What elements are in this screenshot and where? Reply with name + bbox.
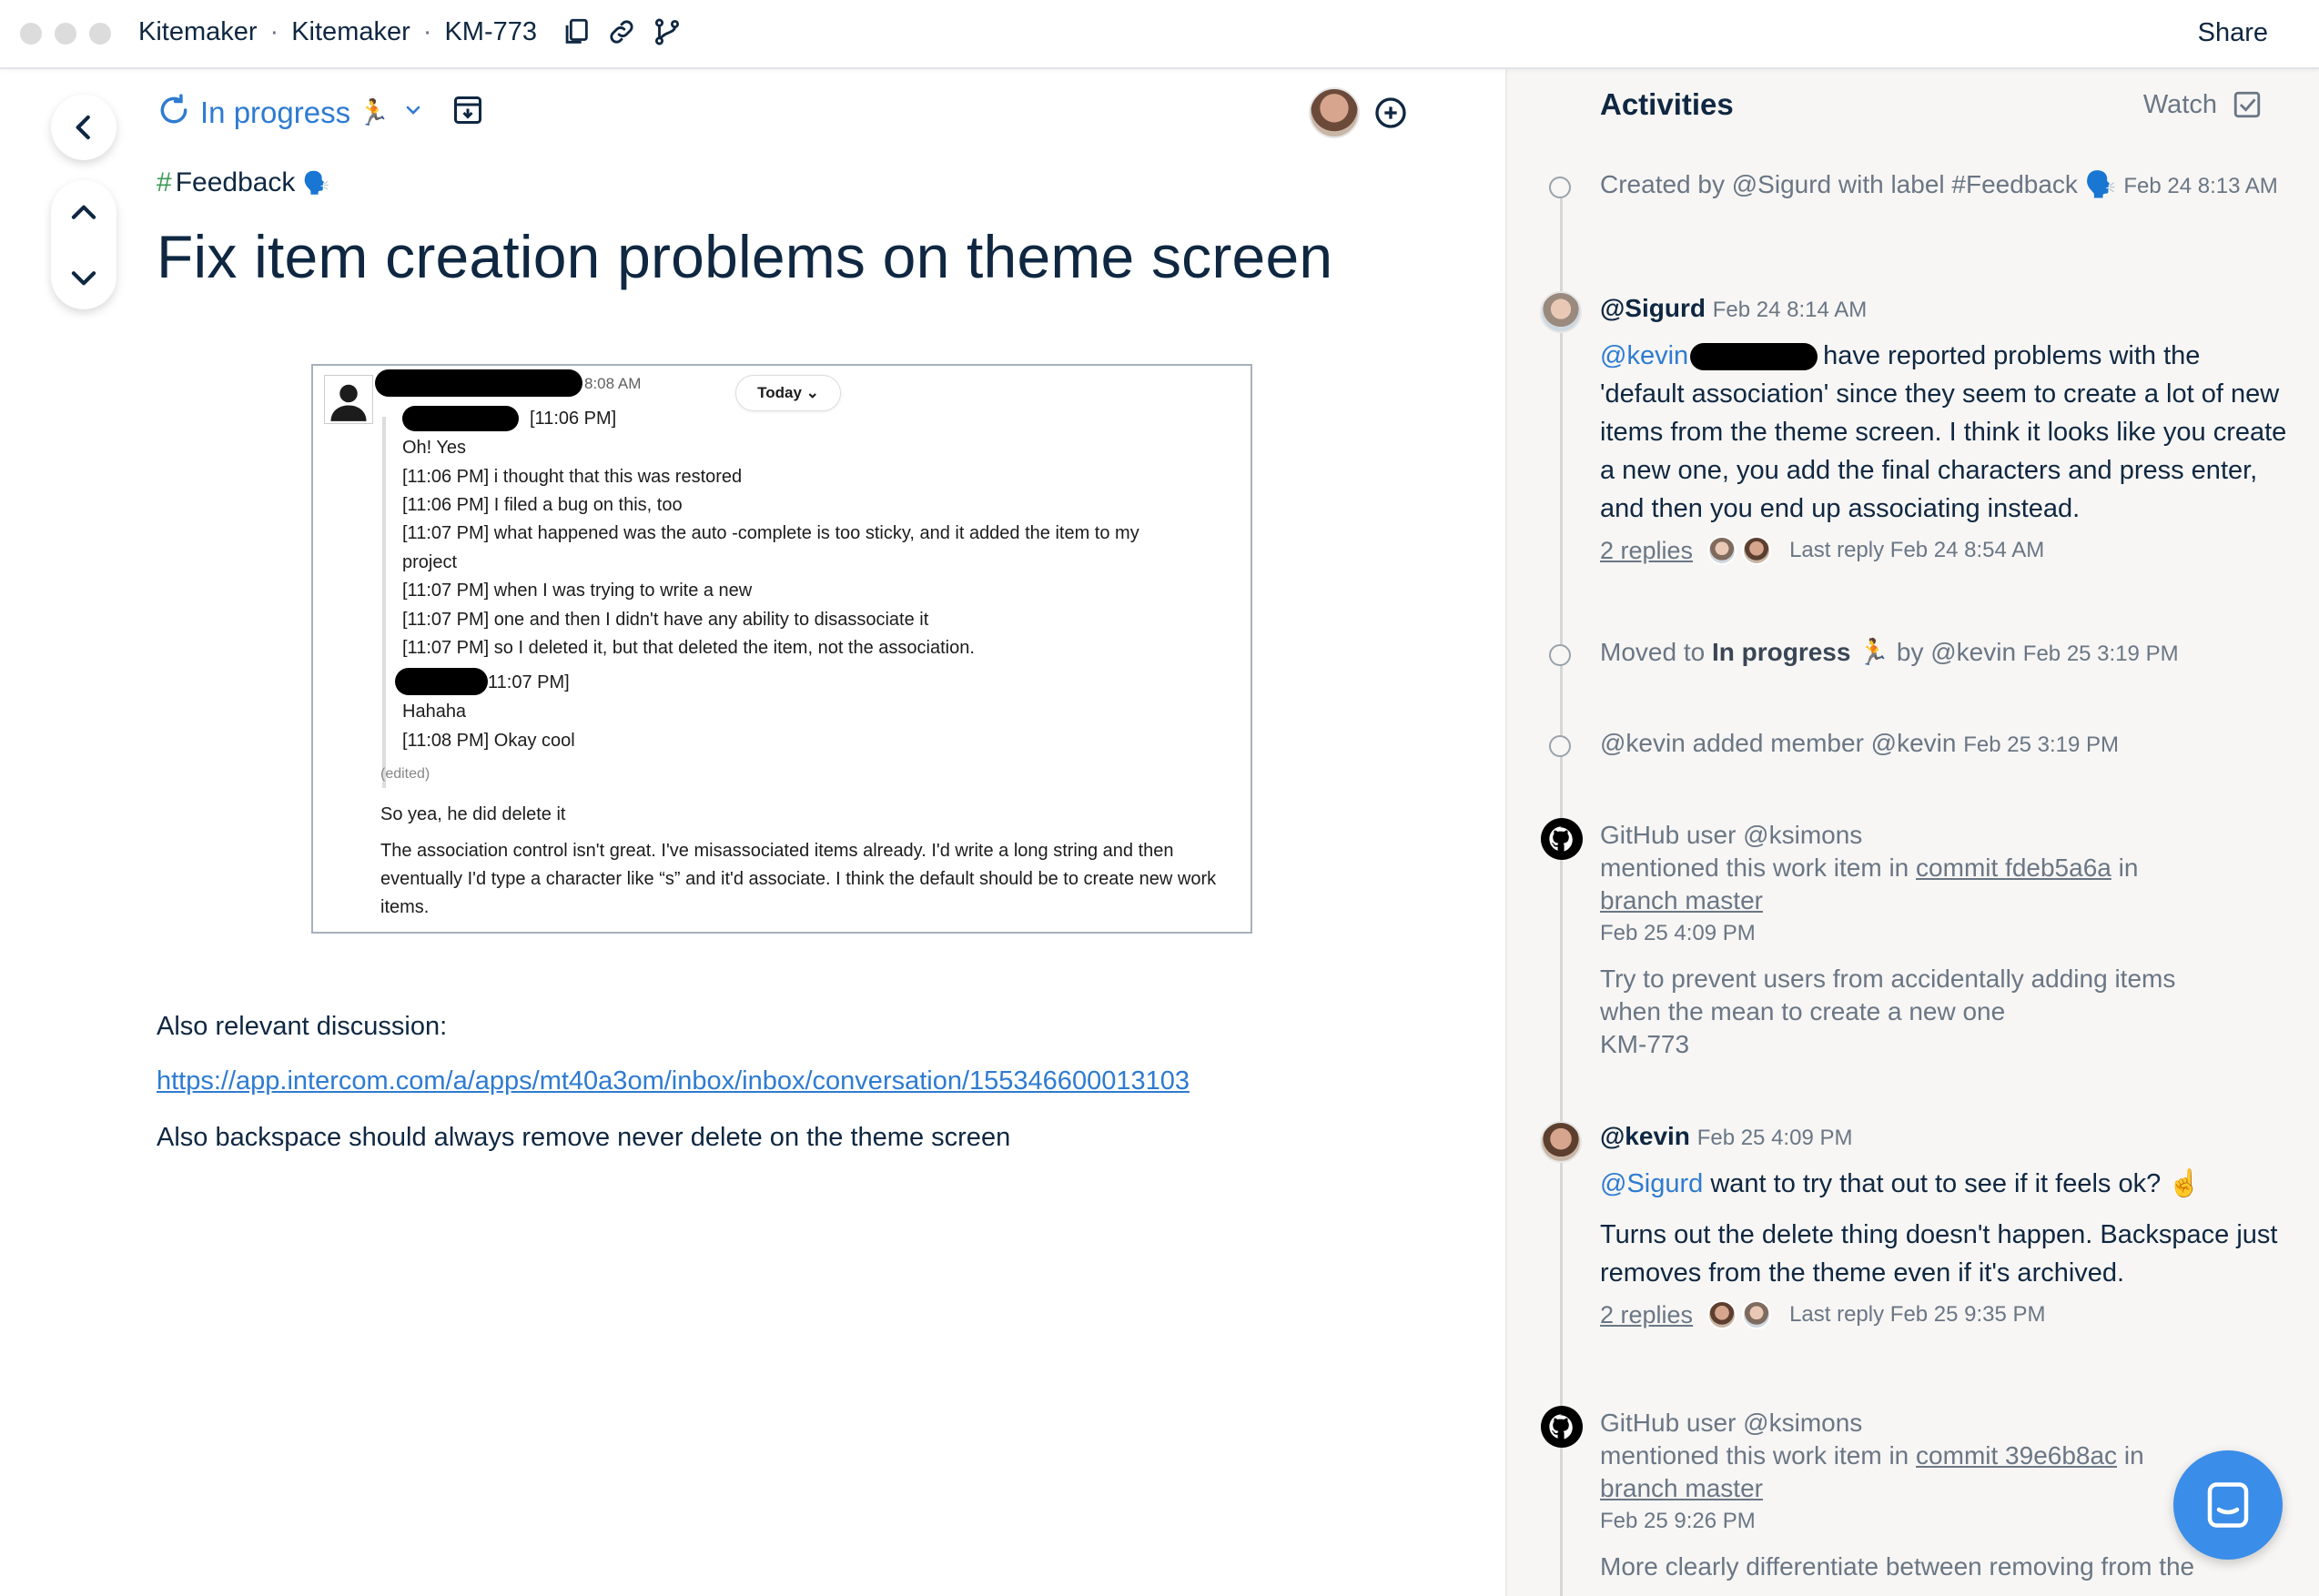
activity-date: Feb 25 3:19 PM [1963, 732, 2120, 757]
replies-link[interactable]: 2 replies [1600, 1301, 1694, 1328]
link-icon[interactable] [606, 16, 637, 47]
add-member-button[interactable] [1372, 95, 1409, 136]
timeline-line [1560, 198, 1563, 1596]
activity-date: Feb 25 4:09 PM [1600, 921, 1756, 945]
comment-date: Feb 24 8:14 AM [1712, 298, 1868, 322]
activity-text: in [2118, 854, 2139, 882]
breadcrumb-separator: · [422, 16, 432, 46]
redacted-name [402, 406, 519, 431]
avatar [1742, 536, 1771, 565]
edited-marker: (edited) [380, 766, 430, 782]
share-button[interactable]: Share [2197, 18, 2268, 47]
close-window-button[interactable] [20, 23, 42, 45]
zoom-window-button[interactable] [89, 23, 111, 45]
message-time: 8:08 AM [584, 375, 642, 392]
chevron-down-icon[interactable] [66, 260, 101, 295]
comment-body [1600, 1165, 2292, 1203]
activities-heading: Activities [1600, 87, 1734, 121]
redacted-name [395, 668, 488, 695]
quoted-line: [11:07 PM] when I was trying to write a new [402, 581, 753, 601]
status-selector[interactable] [157, 93, 484, 132]
label-name: Feedback [175, 167, 296, 197]
comment-text: have reported problems with the 'default association' since they seem to create a lot of new items from the theme screen. I think it looks like you create a new one, you add the final characters and press enter, and then you end up associating instead. [1600, 341, 2287, 523]
activity-created [1600, 167, 2292, 204]
speaking-head-emoji: 🗣️ [302, 170, 330, 196]
quoted-time: 11:07 PM] [488, 672, 570, 692]
breadcrumb-space[interactable]: Kitemaker [291, 16, 410, 46]
user-placeholder-icon [324, 375, 373, 424]
runner-emoji: 🏃 [1858, 638, 1890, 666]
activity-text: Created by @Sigurd with label #Feedback 🗣️ [1600, 170, 2117, 198]
quoted-line: [11:07 PM] one and then I didn't have any ability to disassociate it [402, 610, 929, 630]
watch-label: Watch [2142, 89, 2217, 119]
quoted-time: [11:06 PM] [530, 409, 617, 429]
back-button[interactable] [51, 95, 116, 160]
quoted-line: Hahaha [402, 702, 467, 722]
activity-date: Feb 25 3:19 PM [2022, 641, 2179, 666]
description-text: Also relevant discussion: [157, 1012, 448, 1041]
checkbox-checked-icon [2232, 89, 2263, 120]
comment-date: Feb 25 4:09 PM [1696, 1126, 1853, 1150]
embedded-chat-screenshot[interactable] [311, 364, 1252, 934]
activity-text: mentioned this work item in [1600, 854, 1909, 882]
avatar[interactable] [1540, 291, 1582, 333]
work-item-detail [157, 69, 1413, 1596]
copy-icon[interactable] [561, 16, 592, 47]
commit-link[interactable]: commit fdeb5a6a [1916, 854, 2111, 882]
commit-message: KM-773 [1600, 1030, 1690, 1058]
comment-body [1600, 337, 2292, 528]
redacted-name [375, 369, 582, 397]
github-icon [1540, 1405, 1584, 1449]
avatar [1742, 1300, 1771, 1329]
page-title[interactable]: Fix item creation problems on theme screen [157, 223, 1333, 290]
quoted-line: Oh! Yes [402, 438, 467, 458]
activity-status-change [1600, 635, 2292, 672]
comment-sigurd [1600, 291, 2292, 568]
comment-text: Turns out the delete thing doesn't happen. Backspace just removes from the theme even if it's archived. [1600, 1220, 2278, 1288]
commit-message: More clearly differentiate between removing from the [1600, 1552, 2195, 1581]
activity-date: Feb 25 9:26 PM [1600, 1509, 1756, 1533]
label-tag[interactable] [157, 167, 329, 198]
window-controls [20, 23, 111, 45]
related-discussion-link[interactable]: https://app.intercom.com/a/apps/mt40a3om/inbox/inbox/conversation/155346600013103 [157, 1066, 1190, 1096]
commit-message: when the mean to create a new one [1600, 997, 2006, 1025]
description-text: Also backspace should always remove never delete on the theme screen [157, 1123, 1011, 1152]
user-mention[interactable]: @kevin [1600, 341, 1689, 370]
avatar[interactable] [1540, 1121, 1582, 1163]
quoted-line: [11:06 PM] I filed a bug on this, too [402, 495, 683, 515]
status-label: In progress [200, 95, 351, 129]
comment-kevin [1600, 1119, 2292, 1332]
replies-row[interactable] [1600, 1298, 2292, 1332]
quoted-line: [11:07 PM] so I deleted it, but that deleted the item, not the association. [402, 638, 975, 658]
redacted-name [1690, 343, 1818, 370]
activity-text: @kevin added member @kevin [1600, 729, 1957, 757]
assignee-avatar[interactable] [1309, 87, 1360, 138]
user-mention[interactable]: @Sigurd [1600, 1169, 1704, 1198]
item-navigation [51, 95, 116, 309]
github-icon [1540, 817, 1584, 861]
chat-icon [2201, 1478, 2255, 1532]
replies-row[interactable] [1600, 533, 2292, 568]
avatar [1707, 1300, 1737, 1329]
quoted-line: [11:06 PM] i thought that this was restored [402, 467, 743, 487]
label-hash: # [157, 167, 172, 197]
chat-paragraph: The association control isn't great. I've misassociated items already. I'd write a long string and then eventually I'd type a character like “s” and it'd associate. I think the default should be to create new work items. [380, 841, 1217, 917]
git-branch-icon[interactable] [652, 16, 683, 47]
prev-next-control [51, 180, 116, 309]
timeline-dot [1549, 644, 1571, 666]
today-pill: Today ⌄ [735, 375, 841, 411]
activity-text: in [2123, 1441, 2144, 1470]
branch-link[interactable]: branch master [1600, 1474, 1763, 1502]
minimize-window-button[interactable] [55, 23, 76, 45]
commit-link[interactable]: commit 39e6b8ac [1916, 1441, 2118, 1470]
breadcrumb-org[interactable]: Kitemaker [138, 16, 258, 46]
quoted-line: [11:07 PM] what happened was the auto -complete is too sticky, and it added the item to my [402, 523, 1139, 543]
activity-text: GitHub user @ksimons [1600, 1409, 1863, 1437]
status-name: In progress [1711, 638, 1851, 666]
activity-text: Moved to [1600, 638, 1706, 666]
branch-link[interactable]: branch master [1600, 886, 1763, 914]
chevron-left-icon [66, 110, 101, 145]
comment-author[interactable]: @Sigurd [1600, 294, 1706, 322]
breadcrumb-item-id[interactable]: KM-773 [444, 16, 537, 46]
archive-icon[interactable] [451, 94, 484, 131]
title-bar [0, 0, 2319, 69]
in-progress-icon [157, 93, 191, 132]
timeline-dot [1549, 177, 1571, 198]
chevron-down-icon [390, 99, 424, 126]
quoted-line: project [402, 552, 458, 572]
comment-author[interactable]: @kevin [1600, 1122, 1690, 1150]
comment-text: want to try that out to see if it feels ok? ☝️ [1710, 1169, 2202, 1198]
breadcrumb [138, 16, 683, 47]
runner-emoji: 🏃 [358, 98, 390, 126]
last-reply-text: Last reply Feb 24 8:54 AM [1789, 538, 2045, 562]
chat-launcher-button[interactable] [2173, 1450, 2283, 1560]
commit-message: Try to prevent users from accidentally adding items [1600, 965, 2176, 993]
chat-paragraph: So yea, he did delete it [380, 804, 566, 824]
activity-text: GitHub user @ksimons [1600, 821, 1863, 849]
replies-link[interactable]: 2 replies [1600, 537, 1694, 564]
quoted-line: [11:08 PM] Okay cool [402, 731, 575, 751]
avatar [1707, 536, 1737, 565]
activity-github-commit [1600, 819, 2292, 1061]
activity-date: Feb 24 8:13 AM [2123, 174, 2278, 198]
quote-bar [382, 417, 386, 788]
breadcrumb-separator: · [269, 16, 279, 46]
last-reply-text: Last reply Feb 25 9:35 PM [1789, 1302, 2046, 1327]
chevron-up-icon[interactable] [66, 196, 101, 230]
watch-toggle[interactable] [2143, 89, 2263, 120]
plus-circle-icon [1372, 95, 1409, 131]
activity-text: by @kevin [1896, 638, 2017, 666]
activities-panel [1505, 69, 2319, 1596]
timeline-dot [1549, 735, 1571, 757]
activity-text: mentioned this work item in [1600, 1441, 1909, 1470]
activity-member-added [1600, 726, 2292, 763]
